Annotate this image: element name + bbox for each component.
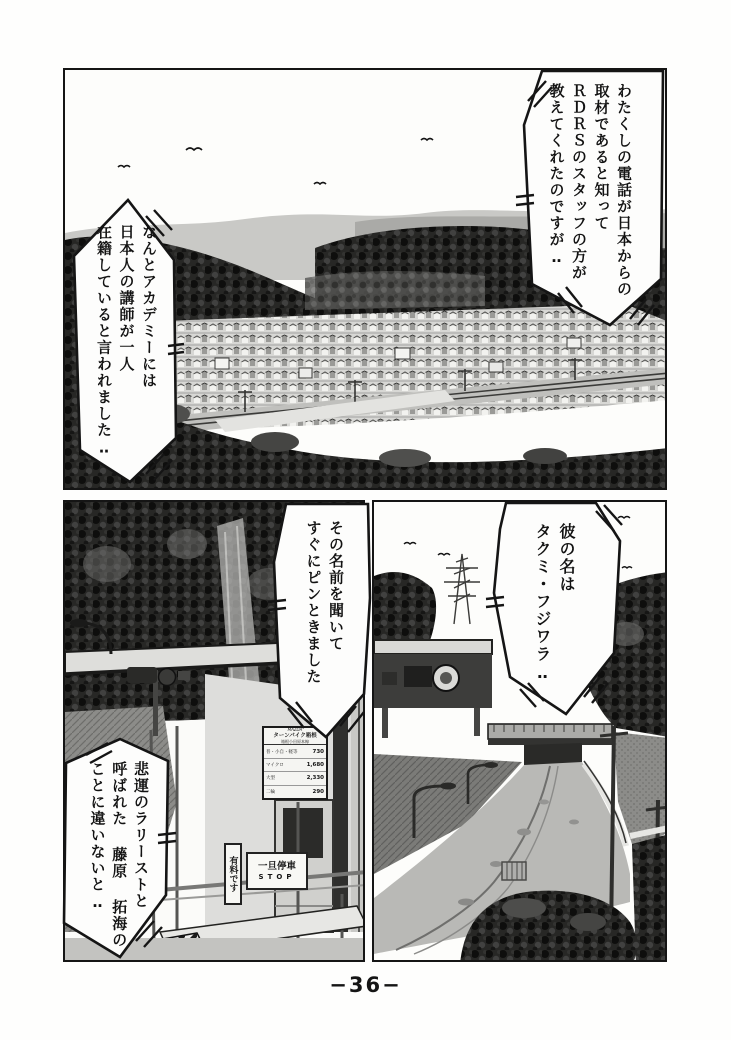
fare-board-brand: MAZDA: [287, 727, 303, 732]
fare-label: 普・小自・軽等: [266, 749, 298, 755]
bubble-line: 彼の名は: [557, 523, 576, 593]
speech-bubble-name: [480, 501, 620, 716]
bubble-line: 悲運のラリーストと: [132, 761, 150, 910]
bubble-line: すぐにピンときました: [304, 520, 323, 685]
fare-row: [264, 786, 326, 798]
road-grate: [502, 862, 526, 880]
bubble-line: なんとアカデミーには: [140, 224, 158, 389]
stop-sign: [246, 852, 308, 890]
speech-bubble-academy: [72, 198, 178, 484]
fare-price: 2,330: [306, 775, 324, 782]
bubble-line: ことに違いないと‥: [88, 761, 107, 913]
fare-label: 大型: [266, 776, 275, 782]
fare-row: [264, 745, 326, 758]
gate-camera-icon: [404, 666, 432, 687]
speech-bubble-intro: [518, 69, 665, 331]
bubble-text: [518, 69, 665, 331]
bubble-text: [272, 502, 372, 739]
speech-bubble-recognize: [272, 502, 372, 739]
fare-board-title: ターンパイク箱根: [273, 732, 317, 739]
bubble-line: 呼ばれた 藤原 拓海の: [110, 761, 129, 949]
fare-label: マイクロ: [266, 762, 284, 768]
bubble-line: わたくしの電話が日本からの: [615, 83, 633, 298]
bubble-line: 教えてくれたのですが‥: [547, 83, 566, 268]
stop-sign-japanese: 一旦停車: [257, 861, 296, 873]
speech-bubble-rallyist: [58, 735, 173, 960]
bubble-line: タクミ・フジワラ‥: [533, 523, 552, 684]
fare-price: 1,680: [306, 761, 324, 768]
bubble-text: [58, 735, 173, 960]
page-number: −36−: [329, 973, 402, 997]
bubble-text: [72, 198, 178, 484]
bubble-text: [480, 501, 620, 716]
fare-board-subtitle: 箱根小田原本線: [264, 739, 326, 745]
bubble-line: 在籍していると言われました‥: [95, 224, 113, 458]
fare-label: 二輪: [266, 789, 275, 795]
fare-row: [264, 759, 326, 772]
bubble-line: ＲＤＲＳのスタッフの方が: [570, 83, 588, 281]
bubble-line: その名前を聞いて: [327, 520, 345, 652]
stop-sign-english: STOP: [258, 872, 296, 881]
fare-price: 290: [312, 788, 324, 795]
fare-price: 730: [312, 748, 324, 755]
fare-row: [264, 772, 326, 785]
bubble-line: 取材であると知って: [592, 83, 611, 232]
toll-notice-sign: 有料です: [224, 843, 242, 905]
bubble-line: 日本人の講師が一人: [117, 224, 136, 373]
